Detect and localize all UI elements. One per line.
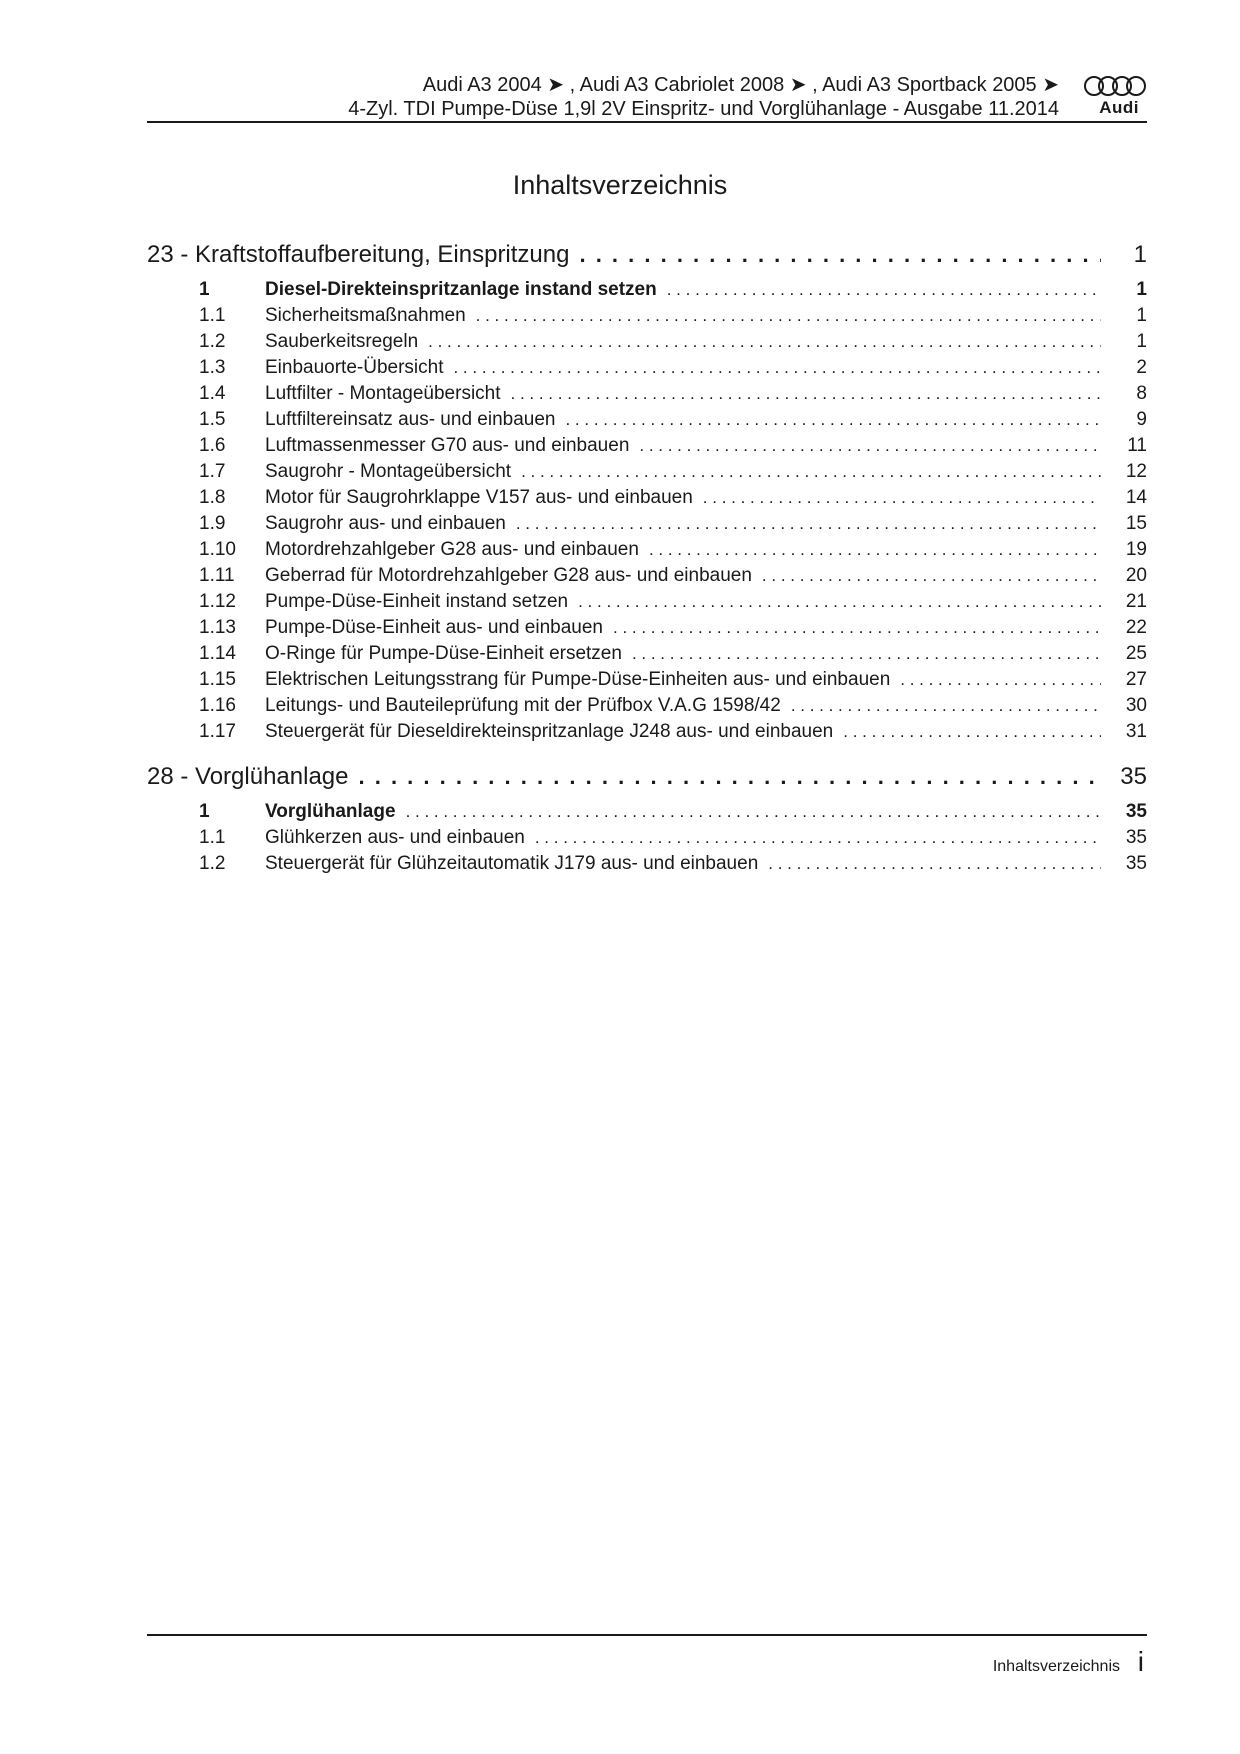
toc-chapter-page: 1 xyxy=(1133,241,1147,268)
dot-leader xyxy=(768,854,1101,874)
toc-section-title: Diesel-Direkteinspritzanlage instand setzen xyxy=(265,279,667,301)
toc-section-page: 1 xyxy=(1136,279,1147,300)
dot-leader xyxy=(565,410,1101,430)
toc-section-entry[interactable] xyxy=(147,305,1147,331)
toc-section-entry[interactable] xyxy=(147,435,1147,461)
dot-leader xyxy=(521,462,1101,482)
toc-chapter-entry[interactable] xyxy=(147,241,1147,279)
toc-section-entry[interactable] xyxy=(147,357,1147,383)
toc-section-title: Einbauorte-Übersicht xyxy=(265,357,453,379)
toc-section-title: Leitungs- und Bauteileprüfung mit der Prüfbox V.A.G 1598/42 xyxy=(265,695,791,717)
toc-section-title: Motor für Saugrohrklappe V157 aus- und einbauen xyxy=(265,487,703,509)
toc-section-title: Motordrehzahlgeber G28 aus- und einbauen xyxy=(265,539,649,561)
toc-section-number: 1.1 xyxy=(199,305,226,326)
dot-leader xyxy=(453,358,1101,378)
toc-section-page: 30 xyxy=(1125,695,1147,716)
toc-section-entry[interactable] xyxy=(147,279,1147,305)
toc-section-entry[interactable] xyxy=(147,617,1147,643)
toc-section-title: Luftfiltereinsatz aus- und einbauen xyxy=(265,409,565,431)
dot-leader xyxy=(667,280,1101,300)
toc-section-number: 1.12 xyxy=(199,591,236,612)
toc-section-entry[interactable] xyxy=(147,331,1147,357)
toc-section-page: 14 xyxy=(1125,487,1147,508)
toc-section-title: Geberrad für Motordrehzahlgeber G28 aus- und einbauen xyxy=(265,565,762,587)
toc-section-title: Pumpe-Düse-Einheit instand setzen xyxy=(265,591,578,613)
toc-section-page: 25 xyxy=(1125,643,1147,664)
toc-section-title: Luftmassenmesser G70 aus- und einbauen xyxy=(265,435,639,457)
toc-section-number: 1.2 xyxy=(199,331,226,352)
toc-section-title: Glühkerzen aus- und einbauen xyxy=(265,827,535,849)
dot-leader xyxy=(535,828,1101,848)
toc-section-page: 15 xyxy=(1125,513,1147,534)
toc-section-entry[interactable] xyxy=(147,643,1147,669)
audi-rings-logo-icon xyxy=(1083,74,1147,98)
toc-section-number: 1.15 xyxy=(199,669,236,690)
toc-section-page: 35 xyxy=(1125,801,1147,822)
dot-leader xyxy=(578,592,1101,612)
toc-section-number: 1.8 xyxy=(199,487,226,508)
toc-section-title: Sicherheitsmaßnahmen xyxy=(265,305,476,327)
toc-section-title: Pumpe-Düse-Einheit aus- und einbauen xyxy=(265,617,613,639)
toc-section-entry[interactable] xyxy=(147,591,1147,617)
page-title: Inhaltsverzeichnis xyxy=(512,170,728,200)
toc-section-entry[interactable] xyxy=(147,695,1147,721)
toc-section-number: 1.4 xyxy=(199,383,226,404)
toc-section-page: 1 xyxy=(1136,331,1147,352)
toc-section-page: 35 xyxy=(1125,827,1147,848)
dot-leader xyxy=(511,384,1101,404)
footer-label: Inhaltsverzeichnis xyxy=(992,1658,1120,1675)
toc-section-page: 21 xyxy=(1125,591,1147,612)
toc-section-page: 9 xyxy=(1136,409,1147,430)
toc-section-number: 1.10 xyxy=(199,539,236,560)
toc-section-title: Elektrischen Leitungsstrang für Pumpe-Düse-Einheiten aus- und einbauen xyxy=(265,669,900,691)
toc-section-number: 1.1 xyxy=(199,827,226,848)
dot-leader xyxy=(632,644,1101,664)
page-header xyxy=(147,70,1147,122)
toc-section-entry[interactable] xyxy=(147,721,1147,747)
toc-section-number: 1.17 xyxy=(199,721,236,742)
toc-section-entry[interactable] xyxy=(147,461,1147,487)
header-manual-subtitle: 4-Zyl. TDI Pumpe-Düse 1,9l 2V Einspritz- und Vorglühanlage - Ausgabe 11.2014 xyxy=(348,98,1059,120)
toc-section-number: 1.11 xyxy=(199,565,235,586)
toc-section-title: Luftfilter - Montageübersicht xyxy=(265,383,511,405)
toc-section-title: Saugrohr aus- und einbauen xyxy=(265,513,516,535)
dot-leader xyxy=(762,566,1101,586)
dot-leader xyxy=(791,696,1101,716)
toc-section-page: 20 xyxy=(1125,565,1147,586)
toc-section-entry[interactable] xyxy=(147,487,1147,513)
dot-leader xyxy=(476,306,1101,326)
dot-leader xyxy=(639,436,1101,456)
dot-leader xyxy=(649,540,1101,560)
toc-section-entry[interactable] xyxy=(147,565,1147,591)
toc-section-title: O-Ringe für Pumpe-Düse-Einheit ersetzen xyxy=(265,643,632,665)
toc-section-number: 1.7 xyxy=(199,461,226,482)
footer-page-number: i xyxy=(1137,1646,1144,1677)
dot-leader xyxy=(900,670,1101,690)
toc-section-page: 22 xyxy=(1125,617,1147,638)
toc-section-number: 1.3 xyxy=(199,357,226,378)
toc-section-number: 1.13 xyxy=(199,617,236,638)
dot-leader xyxy=(703,488,1101,508)
toc-chapter-page: 35 xyxy=(1120,763,1147,790)
dot-leader xyxy=(428,332,1101,352)
toc-section-title: Steuergerät für Dieseldirekteinspritzanlage J248 aus- und einbauen xyxy=(265,721,843,743)
dot-leader xyxy=(613,618,1101,638)
toc-section-title: Sauberkeitsregeln xyxy=(265,331,428,353)
toc-section-entry[interactable] xyxy=(147,801,1147,827)
toc-section-page: 8 xyxy=(1136,383,1147,404)
toc-section-entry[interactable] xyxy=(147,669,1147,695)
dot-leader xyxy=(406,802,1101,822)
toc-section-page: 11 xyxy=(1127,435,1147,456)
toc-section-number: 1.5 xyxy=(199,409,226,430)
toc-chapter-title: 28 - Vorglühanlage xyxy=(147,763,359,791)
toc-section-page: 31 xyxy=(1125,721,1147,742)
dot-leader xyxy=(843,722,1101,742)
toc-section-page: 27 xyxy=(1125,669,1147,690)
toc-section-number: 1.16 xyxy=(199,695,236,716)
toc-section-title: Steuergerät für Glühzeitautomatik J179 aus- und einbauen xyxy=(265,853,768,875)
toc-section-entry[interactable] xyxy=(147,409,1147,435)
toc-chapter-title: 23 - Kraftstoffaufbereitung, Einspritzung xyxy=(147,241,579,269)
toc-section-page: 1 xyxy=(1136,305,1147,326)
header-vehicle-models: Audi A3 2004 ➤ , Audi A3 Cabriolet 2008 ➤ , Audi A3 Sportback 2005 ➤ xyxy=(422,74,1059,96)
dot-leader xyxy=(359,764,1102,790)
table-of-contents xyxy=(147,237,1147,879)
toc-section-number: 1.14 xyxy=(199,643,236,664)
toc-section-number: 1.9 xyxy=(199,513,226,534)
toc-section-number: 1 xyxy=(199,279,210,300)
toc-section-entry[interactable] xyxy=(147,853,1147,879)
header-divider xyxy=(147,121,1147,123)
dot-leader xyxy=(516,514,1101,534)
toc-section-entry[interactable] xyxy=(147,827,1147,853)
audi-logo-text: Audi xyxy=(1099,98,1139,117)
toc-chapter-entry[interactable] xyxy=(147,763,1147,801)
toc-section-page: 2 xyxy=(1136,357,1147,378)
toc-section-title: Vorglühanlage xyxy=(265,801,406,823)
toc-section-number: 1.6 xyxy=(199,435,226,456)
toc-section-page: 12 xyxy=(1125,461,1147,482)
toc-section-page: 35 xyxy=(1125,853,1147,874)
toc-section-entry[interactable] xyxy=(147,383,1147,409)
footer-divider xyxy=(147,1634,1147,1636)
toc-section-number: 1.2 xyxy=(199,853,226,874)
toc-section-number: 1 xyxy=(199,801,210,822)
dot-leader xyxy=(579,242,1101,268)
chapter-spacer xyxy=(147,747,1147,759)
toc-section-entry[interactable] xyxy=(147,513,1147,539)
toc-section-entry[interactable] xyxy=(147,539,1147,565)
toc-section-page: 19 xyxy=(1125,539,1147,560)
toc-section-title: Saugrohr - Montageübersicht xyxy=(265,461,521,483)
